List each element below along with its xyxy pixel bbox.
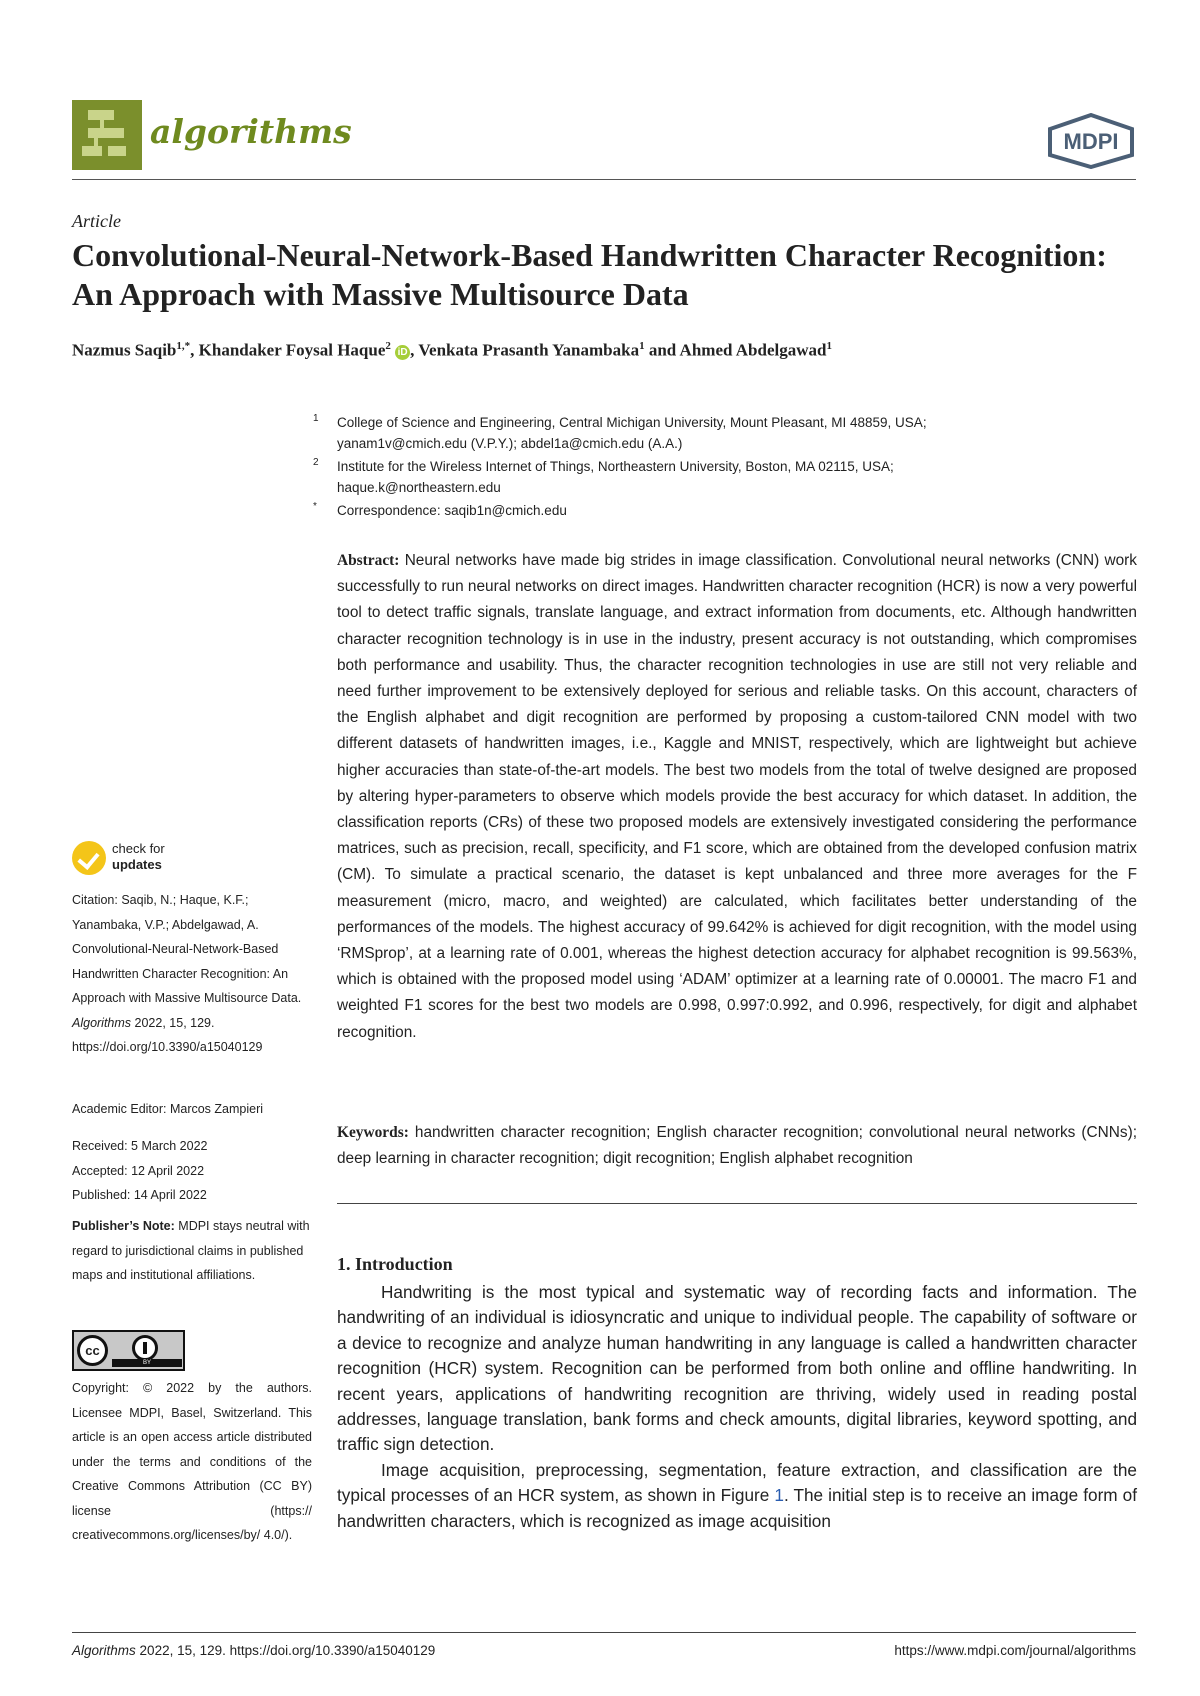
attribution-icon (132, 1335, 158, 1361)
citation-label: Citation: (72, 893, 118, 907)
abstract-label: Abstract: (337, 552, 400, 569)
affiliation-number: * (313, 501, 317, 512)
footer-url[interactable]: https://www.mdpi.com/journal/algorithms (894, 1643, 1136, 1658)
cc-by-label: BY (112, 1359, 182, 1367)
journal-name: algorithms (150, 112, 352, 151)
check-icon (72, 841, 106, 875)
intro-text: Image acquisition, preprocessing, segmentation, feature extraction, and classification are the typical processes of an HCR system, as shown in Figure (337, 1459, 1137, 1506)
keywords-text: handwritten character recognition; English character recognition; convolutional neural networks (CNNs); deep learning in character recognition; digit recognition; English alphabet recognition (337, 1124, 1137, 1168)
accepted-date: Accepted: 12 April 2022 (72, 1163, 205, 1178)
journal-logo-icon (72, 100, 142, 170)
paper-title: Convolutional-Neural-Network-Based Handwritten Character Recognition: An Approach with Massive Multisource Data (72, 237, 1107, 312)
mdpi-logo-text: MDPI (1063, 129, 1119, 154)
academic-editor: Academic Editor: Marcos Zampieri (72, 1102, 264, 1116)
author-sup: 2 (385, 340, 391, 352)
received-date: Received: 5 March 2022 (72, 1139, 208, 1153)
footer-rule (72, 1632, 1136, 1633)
cc-icon: cc (77, 1335, 108, 1366)
author-separator: , (190, 340, 199, 360)
affiliation-1 (313, 412, 1137, 454)
orcid-icon[interactable]: iD (395, 345, 410, 360)
correspondence (313, 500, 1137, 521)
author-separator: , (410, 340, 419, 360)
footer-doi[interactable]: 2022, 15, 129. https://doi.org/10.3390/a15040129 (139, 1643, 436, 1658)
section-heading: 1. Introduction (337, 1254, 453, 1274)
author-name: Nazmus Saqib (72, 340, 177, 360)
article-type: Article (72, 211, 121, 231)
affiliation-line: yanam1v@cmich.edu (V.P.Y.); abdel1a@cmich.edu (A.A.) (337, 436, 683, 451)
author-separator: and (644, 340, 680, 360)
author-name: Venkata Prasanth Yanambaka (418, 340, 640, 360)
figure-link[interactable]: 1 (774, 1485, 784, 1506)
citation-text (72, 888, 312, 1060)
author-name: Khandaker Foysal Haque (198, 340, 386, 360)
header-rule (72, 179, 1136, 180)
copyright-notice: Copyright: © 2022 by the authors. Licensee MDPI, Basel, Switzerland. This article is an open access article distributed under the terms and conditions of the Creative Commons Attribution (CC BY) license (https:// creativecommons.org/licenses/by/ 4.0/). (72, 1381, 312, 1542)
section-divider (337, 1203, 1137, 1204)
publisher-note-text: MDPI stays neutral with regard to jurisdictional claims in published maps and institutional affiliations. (72, 1219, 310, 1282)
author-sup: 1 (826, 340, 832, 352)
publisher-note-label: Publisher’s Note: (72, 1219, 175, 1233)
keywords (337, 1120, 1137, 1172)
author-name: Ahmed Abdelgawad (679, 340, 827, 360)
author-sup: 1,* (176, 340, 191, 352)
dates-block (72, 1134, 312, 1208)
citation-block (72, 888, 312, 1060)
intro-paragraph-1: Handwriting is the most typical and systematic way of recording facts and information. The handwriting of an individual is idiosyncratic and unique to individual people. The capability of software or a device to recognize and analyze human handwriting in any language is called a handwritten character recognition (HCR) system. Recognition can be performed from both online and offline handwriting. In recent years, applications of handwriting recognition are thriving, widely used in reading postal addresses, language translation, bank forms and check amounts, digital libraries, keyword spotting, and traffic sign detection. (337, 1282, 1137, 1455)
footer-journal: Algorithms (72, 1643, 136, 1658)
citation-journal: Algorithms (72, 1015, 132, 1030)
check-for-updates-label (112, 841, 165, 873)
publisher-note (72, 1214, 312, 1288)
check-line: updates (112, 857, 162, 872)
affiliation-number: 1 (313, 413, 319, 424)
published-date: Published: 14 April 2022 (72, 1188, 207, 1202)
affiliation-number: 2 (313, 457, 319, 468)
affiliation-line: College of Science and Engineering, Central Michigan University, Mount Pleasant, MI 48859, USA; (337, 415, 927, 430)
mdpi-logo-icon (1046, 113, 1136, 169)
cc-by-license-badge[interactable] (72, 1330, 185, 1371)
journal-logo (72, 100, 142, 170)
affiliation-line: haque.k@northeastern.edu (337, 480, 501, 495)
author-sup: 1 (639, 340, 645, 352)
mdpi-logo (1046, 113, 1136, 169)
abstract (337, 548, 1137, 1046)
citation-body: Saqib, N.; Haque, K.F.; Yanambaka, V.P.; Abdelgawad, A. Convolutional-Neural-Network-Based Handwritten Character Recognition: An Approach with Massive Multisource Data. (72, 893, 302, 1005)
author-list (72, 340, 832, 361)
affiliation-line: Correspondence: saqib1n@cmich.edu (337, 503, 567, 518)
keywords-label: Keywords: (337, 1124, 409, 1141)
footer-citation (72, 1643, 435, 1658)
intro-paragraph-2 (337, 1458, 1137, 1534)
abstract-text: Neural networks have made big strides in image classification. Convolutional neural networks (CNN) work successfully to run neural networks on direct images. Handwritten character recognition (HCR) is now a very powerful tool to detect traffic signals, translate language, and extract information from documents, etc. Although handwritten character recognition technology is in use in the industry, present accuracy is not outstanding, which compromises both performance and usability. Thus, the character recognition technologies in use are still not very reliable and need further improvement to be extensively deployed for serious and reliable tasks. On this account, characters of the English alphabet and digit recognition are performed by proposing a custom-tailored CNN model with two different datasets of handwritten images, i.e., Kaggle and MNIST, respectively, which are lightweight but achieve higher accuracies than state-of-the-art models. The best two models from the total of twelve designed are proposed by altering hyper-parameters to observe which models provide the best accuracy for which dataset. In addition, the classification reports (CRs) of these two proposed models are extensively investigated considering the performance matrices, such as precision, recall, specificity, and F1 score, which are obtained from the developed confusion matrix (CM). To simulate a practical scenario, the dataset is kept unbalanced and three more averages for the F measurement (micro, macro, and weighted) are calculated, which facilitates better understanding of the performances of the models. The highest accuracy of 99.642% is achieved for digit recognition, with the model using ‘RMSprop’, at a learning rate of 0.001, whereas the highest detection accuracy for alphabet recognition is 99.563%, which is obtained with the proposed model using ‘ADAM’ optimizer at a learning rate of 0.00001. The macro F1 and weighted F1 scores for the best two models are 0.998, 0.997:0.992, and 0.996, respectively, for digit and alphabet recognition. (337, 552, 1137, 1041)
affiliation-2 (313, 456, 1137, 498)
citation-doi[interactable]: 2022, 15, 129. https://doi.org/10.3390/a15040129 (72, 1015, 263, 1054)
intro-body (337, 1280, 1137, 1534)
affiliation-line: Institute for the Wireless Internet of Things, Northeastern University, Boston, MA 02115, USA; (337, 459, 894, 474)
intro-text: . The initial step is to receive an image form of handwritten characters, which is recognized as image acquisition (337, 1485, 1137, 1531)
check-line: check for (112, 841, 165, 856)
